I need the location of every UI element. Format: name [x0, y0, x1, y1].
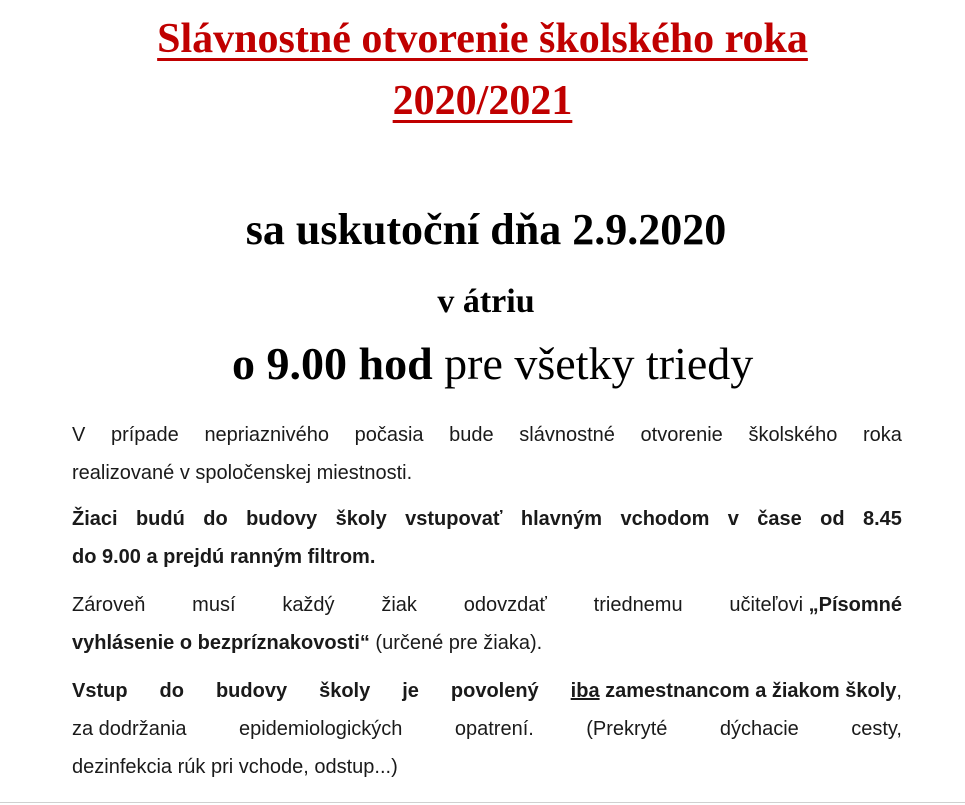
place-line: v átriu [437, 283, 535, 320]
time-line [232, 334, 753, 394]
word: epidemiologických [238, 718, 403, 740]
word: bude [449, 424, 494, 446]
word-group [729, 586, 902, 624]
paragraph-access [72, 672, 902, 786]
word: cesty, [851, 718, 902, 740]
paragraph-entry [72, 500, 902, 576]
time-audience: pre všetky triedy [432, 338, 754, 389]
word: učiteľovi [729, 594, 804, 616]
word: v [727, 508, 739, 530]
word: školy [319, 680, 371, 702]
word: školy [335, 508, 387, 530]
declaration-note: (určené pre žiaka). [369, 632, 543, 654]
paragraph-line [72, 624, 902, 662]
word: dýchacie [719, 718, 799, 740]
word: musí [192, 594, 236, 616]
punctuation: , [896, 680, 902, 702]
word-group [571, 672, 902, 710]
paragraph-line [72, 416, 902, 454]
word: každý [282, 594, 335, 616]
word-underlined: iba [570, 680, 600, 702]
word: prípade [110, 424, 179, 446]
word: budovy [215, 680, 288, 702]
word: Žiaci [72, 508, 118, 530]
paragraph-line: dezinfekcia rúk pri vchode, odstup...) [72, 756, 398, 778]
paragraph-line: realizované v spoločenskej miestnosti. [72, 462, 413, 484]
page-edge-divider [0, 802, 965, 803]
paragraph-bad-weather [72, 416, 902, 492]
word: od [820, 508, 845, 530]
word: roka [863, 424, 902, 446]
word: hlavným [520, 508, 603, 530]
word: zamestnancom a žiakom školy [605, 680, 897, 702]
word: počasia [354, 424, 424, 446]
word: školského [748, 424, 838, 446]
word: odovzdať [463, 594, 547, 616]
paragraph-declaration [72, 586, 902, 662]
word: (Prekryté [586, 718, 668, 740]
paragraph-line: do 9.00 a prejdú ranným filtrom. [72, 546, 376, 568]
word: do [159, 680, 184, 702]
date-line: sa uskutoční dňa 2.9.2020 [245, 205, 727, 254]
word: 8.45 [862, 508, 902, 530]
word: do [203, 508, 228, 530]
word: nepriaznivého [204, 424, 329, 446]
time-value: o 9.00 hod [232, 338, 433, 389]
word: Vstup [72, 680, 128, 702]
word: čase [757, 508, 802, 530]
word-bold: „Písomné [808, 594, 902, 616]
declaration-name: vyhlásenie o bezpríznakovosti“ [72, 632, 370, 654]
paragraph-line [72, 500, 902, 538]
paragraph-line [72, 586, 902, 624]
word: budovy [246, 508, 318, 530]
word: otvorenie [640, 424, 723, 446]
word: je [402, 680, 419, 702]
title-line-1: Slávnostné otvorenie školského roka [157, 16, 808, 62]
paragraph-line [72, 672, 902, 710]
word: za dodržania [72, 718, 187, 740]
word: povolený [450, 680, 539, 702]
word: Zároveň [72, 594, 146, 616]
word: budú [135, 508, 185, 530]
paragraph-line [72, 710, 902, 748]
word: opatrení. [454, 718, 534, 740]
title-line-2: 2020/2021 [392, 78, 573, 124]
word: triednemu [593, 594, 683, 616]
word: žiak [381, 594, 417, 616]
word: V [72, 424, 86, 446]
word: vstupovať [405, 508, 503, 530]
word: vchodom [620, 508, 710, 530]
word: slávnostné [519, 424, 615, 446]
